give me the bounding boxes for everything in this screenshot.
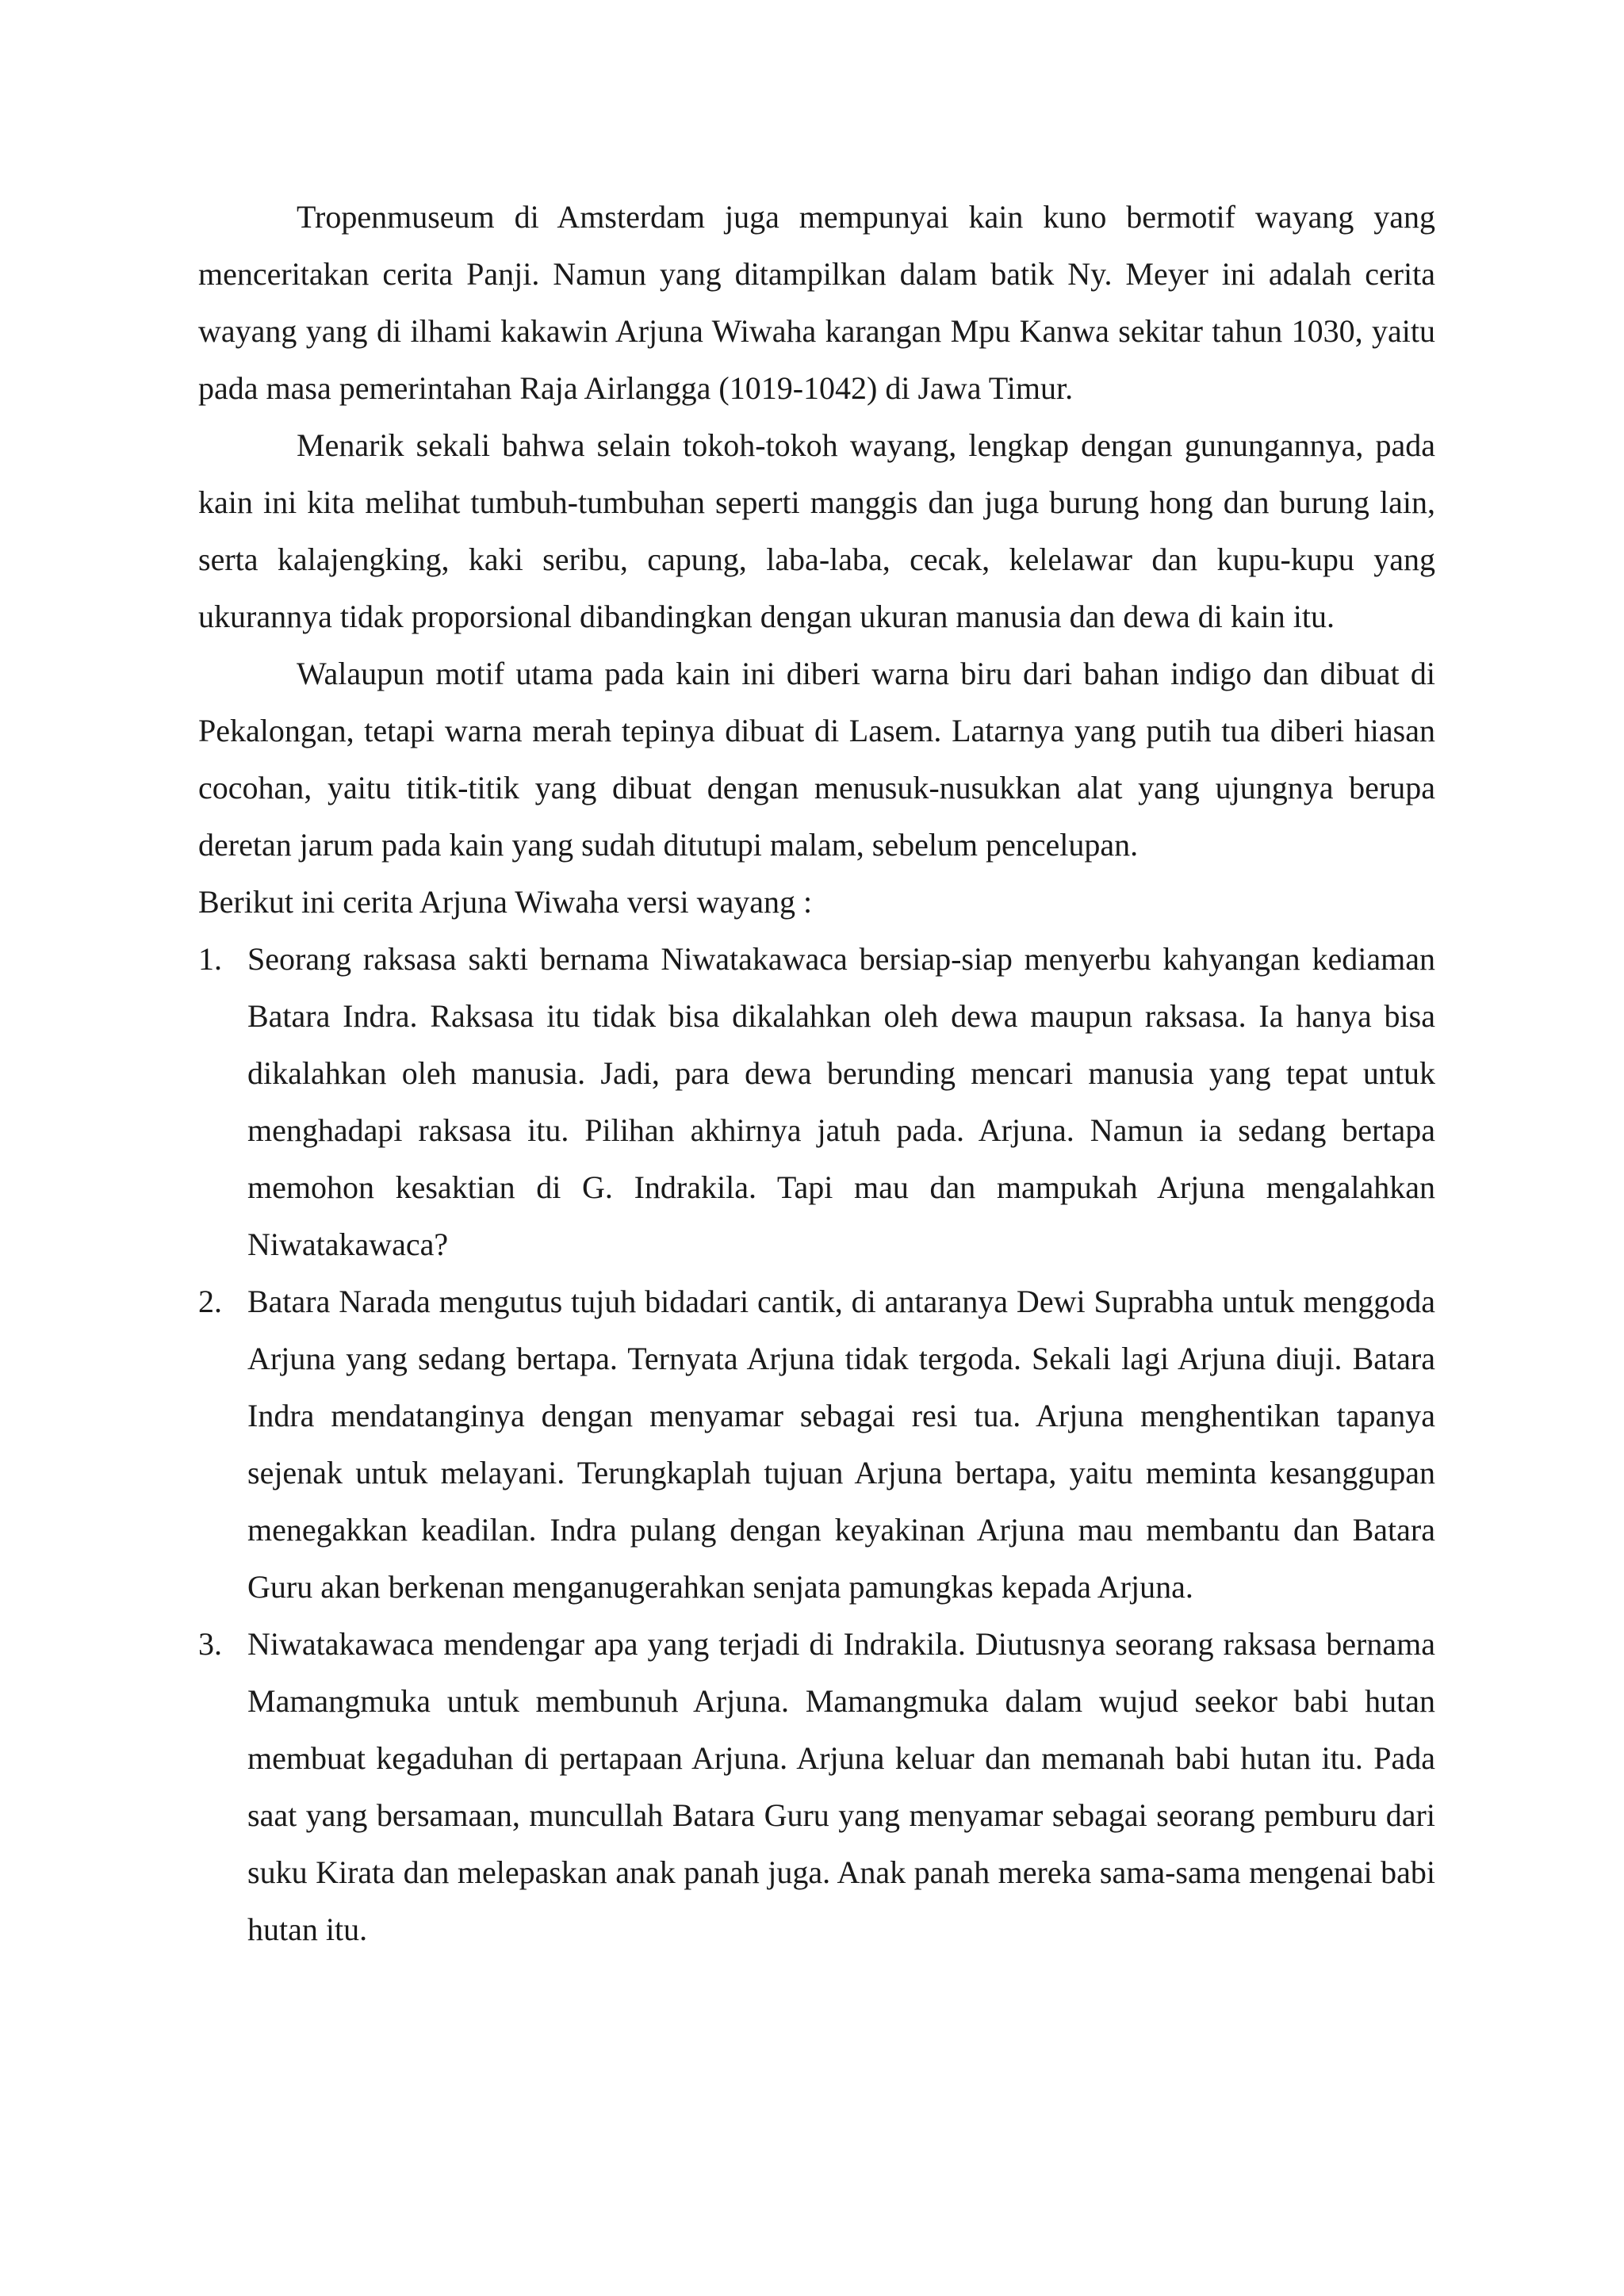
list-item	[198, 1616, 1435, 1958]
list-item-number: 1.	[198, 941, 222, 977]
list-intro: Berikut ini cerita Arjuna Wiwaha versi wayang :	[198, 884, 813, 920]
document-body	[198, 189, 1435, 1958]
list-item-number: 3.	[198, 1626, 222, 1662]
list-item-text: Seorang raksasa sakti bernama Niwatakawaca bersiap-siap menyerbu kahyangan kediaman Batara Indra. Raksasa itu tidak bisa dikalahkan oleh dewa maupun raksasa. Ia hanya bisa dikalahkan oleh manusia. Jadi, para dewa berunding mencari manusia yang tepat untuk menghadapi raksasa itu. Pilihan akhirnya jatuh pada. Arjuna. Namun ia sedang bertapa memohon kesaktian di G. Indrakila. Tapi mau dan mampukah Arjuna mengalahkan Niwatakawaca?	[247, 941, 1435, 1262]
list-item-text: Batara Narada mengutus tujuh bidadari cantik, di antaranya Dewi Suprabha untuk menggoda Arjuna yang sedang bertapa. Ternyata Arjuna tidak tergoda. Sekali lagi Arjuna diuji. Batara Indra mendatanginya dengan menyamar sebagai resi tua. Arjuna menghentikan tapanya sejenak untuk melayani. Terungkaplah tujuan Arjuna bertapa, yaitu meminta kesanggupan menegakkan keadilan. Indra pulang dengan keyakinan Arjuna mau membantu dan Batara Guru akan berkenan menganugerahkan senjata pamungkas kepada Arjuna.	[247, 1284, 1435, 1605]
list-item	[198, 1273, 1435, 1616]
list-item-number: 2.	[198, 1284, 222, 1319]
paragraph-colors: Walaupun motif utama pada kain ini diberi warna biru dari bahan indigo dan dibuat di Pekalongan, tetapi warna merah tepinya dibuat di Lasem. Latarnya yang putih tua diberi hiasan cocohan, yaitu titik-titik yang dibuat dengan menusuk-nusukkan alat yang ujungnya berupa deretan jarum pada kain yang sudah ditutupi malam, sebelum pencelupan.	[198, 656, 1435, 863]
paragraph-tropenmuseum: Tropenmuseum di Amsterdam juga mempunyai kain kuno bermotif wayang yang menceritakan cerita Panji. Namun yang ditampilkan dalam batik Ny. Meyer ini adalah cerita wayang yang di ilhami kakawin Arjuna Wiwaha karangan Mpu Kanwa sekitar tahun 1030, yaitu pada masa pemerintahan Raja Airlangga (1019-1042) di Jawa Timur.	[198, 199, 1435, 406]
list-item-text: Niwatakawaca mendengar apa yang terjadi di Indrakila. Diutusnya seorang raksasa bernama Mamangmuka untuk membunuh Arjuna. Mamangmuka dalam wujud seekor babi hutan membuat kegaduhan di pertapaan Arjuna. Arjuna keluar dan memanah babi hutan itu. Pada saat yang bersamaan, muncullah Batara Guru yang menyamar sebagai seorang pemburu dari suku Kirata dan melepaskan anak panah juga. Anak panah mereka sama-sama mengenai babi hutan itu.	[247, 1626, 1435, 1947]
list-item	[198, 931, 1435, 1273]
story-list	[198, 931, 1435, 1958]
paragraph-motifs: Menarik sekali bahwa selain tokoh-tokoh wayang, lengkap dengan gunungannya, pada kain ini kita melihat tumbuh-tumbuhan seperti manggis dan juga burung hong dan burung lain, serta kalajengking, kaki seribu, capung, laba-laba, cecak, kelelawar dan kupu-kupu yang ukurannya tidak proporsional dibandingkan dengan ukuran manusia dan dewa di kain itu.	[198, 427, 1435, 634]
